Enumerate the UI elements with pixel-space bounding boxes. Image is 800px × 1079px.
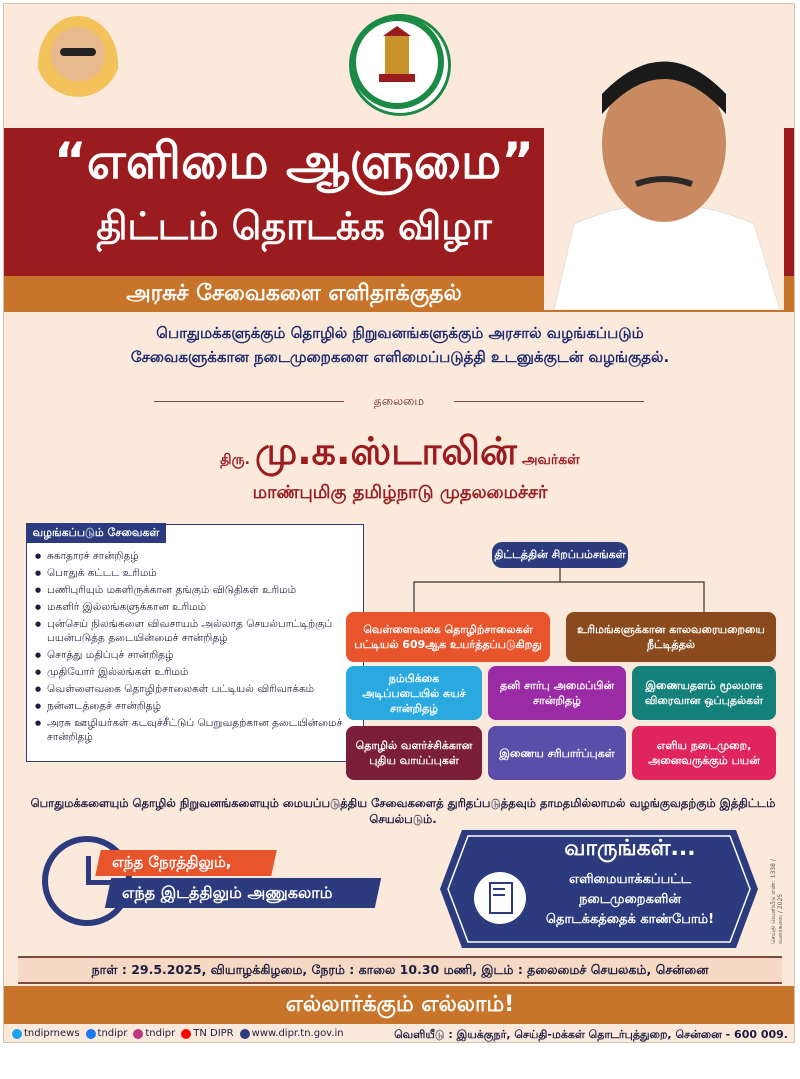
presider-name-row	[4, 429, 795, 479]
youtube-icon	[181, 1029, 191, 1039]
service-item: ● சொத்து மதிப்புச் சான்றிதழ்	[47, 648, 357, 662]
service-item: ● புன்செய் நிலங்களை விவசாயம் அல்லாத செயல்பாட்டிற்குப் பயன்படுத்த தடையின்மைச் சான்றிதழ்	[47, 617, 357, 645]
feature-box: நம்பிக்கை அடிப்படையில் சுயச் சான்றிதழ்	[346, 666, 482, 720]
presider-designation: மாண்புமிகு தமிழ்நாடு முதலமைச்சர்	[252, 482, 548, 503]
scheme-note: பொதுமக்களையும் தொழில் நிறுவனங்களையும் மையப்படுத்திய சேவைகளைத் துரிதப்படுத்தவும் தாமதமில்லாமல் வழங்குவதற்கும் இத்திட்டம் செயல்படும்.	[30, 796, 776, 826]
social-label: tndipr	[97, 1028, 128, 1039]
service-item: ● சுகாதாரச் சான்றிதழ்	[47, 549, 357, 563]
services-panel	[26, 524, 364, 762]
globe-icon	[240, 1029, 250, 1039]
event-details: நாள் : 29.5.2025, வியாழக்கிழமை, நேரம் : காலை 10.30 மணி, இடம் : தலைமைச் செயலகம், சென்னை	[18, 956, 782, 984]
service-item: ● நன்னடத்தைச் சான்றிதழ்	[47, 699, 357, 713]
name-suffix: அவர்கள்	[521, 452, 580, 468]
instagram-icon	[133, 1029, 143, 1039]
presided-label-row	[154, 394, 644, 408]
social-link[interactable]	[86, 1028, 128, 1039]
presided-label: தலைமை	[373, 394, 425, 408]
banner-tagline: அரசுச் சேவைகளை எளிதாக்குதல்	[126, 281, 462, 306]
feature-box: இணையதளம் மூலமாக விரைவான ஒப்புதல்கள்	[632, 666, 776, 720]
social-label: tndiprnews	[24, 1028, 80, 1039]
leader-portrait-left	[38, 16, 118, 112]
document-checklist-icon	[474, 872, 526, 924]
advertisement-page	[3, 3, 795, 1043]
feature-box-top: வெள்ளைவகை தொழிற்சாலைகள் பட்டியல் 609ஆக உயர்த்தப்படுகிறது	[346, 612, 550, 662]
features-heading: திட்டத்தின் சிறப்பம்சங்கள்	[492, 542, 628, 568]
feature-box-top: உரிமங்களுக்கான காலவரையறையை நீட்டித்தல்	[566, 612, 776, 662]
social-label: www.dipr.tn.gov.in	[251, 1028, 344, 1039]
social-links	[12, 1028, 344, 1039]
invitation-panel	[440, 830, 758, 948]
presider-name: மு.க.ஸ்டாலின்	[255, 429, 517, 473]
feature-box: தொழில் வளர்ச்சிக்கான புதிய வாய்ப்புகள்	[346, 726, 482, 780]
publisher-line: வெளியீடு : இயக்குநர், செய்தி-மக்கள் தொடர்புத்துறை, சென்னை - 600 009.	[394, 1028, 788, 1041]
social-label: tndipr	[145, 1028, 176, 1039]
divider-right	[454, 401, 644, 402]
service-item: ● பொதுக் கட்டட உரிமம்	[47, 566, 357, 580]
service-item: ● பணிபுரியும் மகளிருக்கான தங்கும் விடுதிகள் உரிமம்	[47, 583, 357, 597]
social-link[interactable]	[181, 1028, 233, 1039]
name-prefix: திரு.	[220, 452, 250, 468]
feature-box: இணைய சரிபார்ப்புகள்	[488, 726, 626, 780]
anytime-banner	[68, 850, 378, 908]
main-title: “எளிமை ஆளுமை”	[53, 132, 535, 190]
anytime-line-2: எந்த இடத்திலும் அணுகலாம்	[122, 883, 333, 902]
service-item: ● வெள்ளைவகை தொழிற்சாலைகள் பட்டியல் விரிவாக்கம்	[47, 682, 357, 696]
service-item: ● மகளிர் இல்லங்களுக்கான உரிமம்	[47, 600, 357, 614]
services-list	[27, 525, 363, 744]
divider-left	[154, 401, 344, 402]
invitation-line-2: நடைமுறைகளின்	[579, 892, 681, 907]
social-link[interactable]	[240, 1028, 344, 1039]
services-heading: வழங்கப்படும் சேவைகள்	[26, 523, 166, 543]
description-line-2: சேவைகளுக்கான நடைமுறைகளை எளிமைப்படுத்தி உடனுக்குடன் வழங்குதல்.	[130, 348, 670, 366]
twitter-icon	[12, 1029, 22, 1039]
social-link[interactable]	[12, 1028, 80, 1039]
tn-government-emblem	[349, 14, 451, 116]
features-connector	[404, 568, 714, 616]
service-item: ● அரசு ஊழியர்கள் கடவுச்சீட்டுப் பெறுவதற்கான தடையின்மைச் சான்றிதழ்	[47, 716, 357, 744]
slogan-banner: எல்லார்க்கும் எல்லாம்!	[4, 986, 795, 1024]
main-subtitle: திட்டம் தொடக்க விழா	[96, 204, 492, 248]
invitation-line-3: தொடக்கத்தைக் காண்போம்!	[545, 912, 715, 927]
service-item: ● முதியோர் இல்லங்கள் உரிமம்	[47, 665, 357, 679]
invitation-title: வாருங்கள்...	[564, 836, 696, 861]
footer-row	[12, 1024, 788, 1043]
anytime-line-1: எந்த நேரத்திலும்,	[112, 853, 232, 871]
invitation-line-1: எளிமையாக்கப்பட்ட	[569, 872, 691, 887]
chief-minister-portrait	[544, 34, 784, 310]
social-link[interactable]	[133, 1028, 175, 1039]
facebook-icon	[86, 1029, 96, 1039]
release-code: செய்தி வெளியீடு எண்: 1338 / வரைகலை / 2025	[770, 859, 784, 944]
description-line-1: பொதுமக்களுக்கும் தொழில் நிறுவனங்களுக்கும் அரசால் வழங்கப்படும்	[156, 324, 644, 342]
feature-box: எளிய நடைமுறை, அனைவருக்கும் பயன்	[632, 726, 776, 780]
social-label: TN DIPR	[193, 1028, 234, 1039]
feature-box: தனி சார்பு அமைப்பின் சான்றிதழ்	[488, 666, 626, 720]
